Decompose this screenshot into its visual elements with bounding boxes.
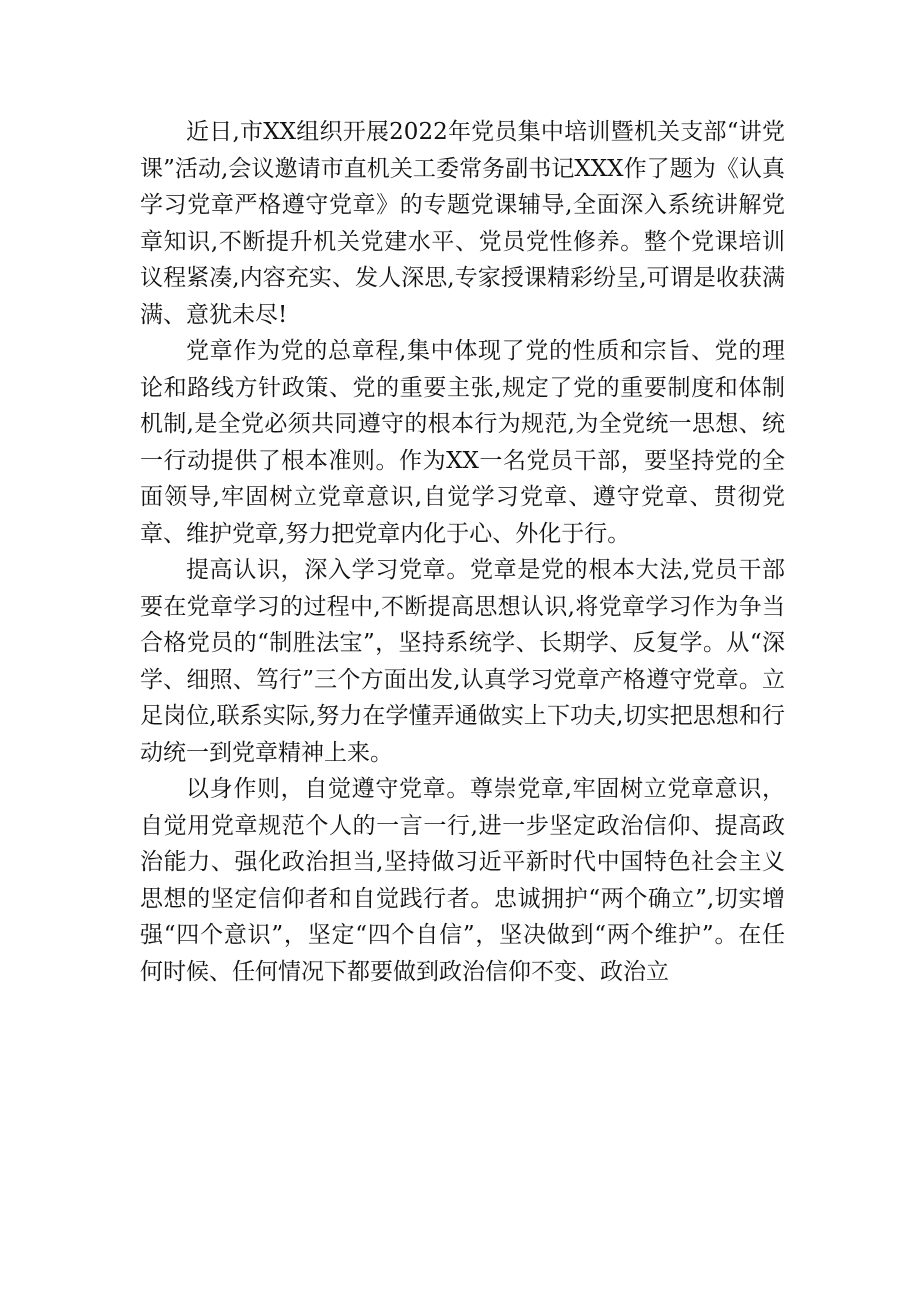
- document-body: [140, 114, 785, 990]
- paragraph-comply: 以身作则，自觉遵守党章。尊崇党章,牢固树立党章意识，自觉用党章规范个人的一言一行,进一步坚定政治信仰、提高政治能力、强化政治担当,坚持做习近平新时代中国特色社会主义思想的坚定信仰者和自觉践行者。忠诚拥护“两个确立”,切实增强“四个意识”，坚定“四个自信”，坚决做到“两个维护”。在任何时候、任何情况下都要做到政治信仰不变、政治立: [140, 776, 785, 985]
- paragraph-intro: 近日,市XX组织开展2022年党员集中培训暨机关支部“讲党课”活动,会议邀请市直机关工委常务副书记XXX作了题为《认真学习党章严格遵守党章》的专题党课辅导,全面深入系统讲解党章知识,不断提升机关党建水平、党员党性修养。整个党课培训议程紧凑,内容充实、发人深思,专家授课精彩纷呈,可谓是收获满满、意犹未尽!: [140, 119, 785, 328]
- paragraph-party-constitution: 党章作为党的总章程,集中体现了党的性质和宗旨、党的理论和路线方针政策、党的重要主张,规定了党的重要制度和体制机制,是全党必须共同遵守的根本行为规范,为全党统一思想、统一行动提供了根本准则。作为XX一名党员干部，要坚持党的全面领导,牢固树立党章意识,自觉学习党章、遵守党章、贯彻党章、维护党章,努力把党章内化于心、外化于行。: [140, 338, 785, 547]
- paragraph-study: 提高认识，深入学习党章。党章是党的根本大法,党员干部要在党章学习的过程中,不断提高思想认识,将党章学习作为争当合格党员的“制胜法宝”，坚持系统学、长期学、反复学。从“深学、细照、笃行”三个方面出发,认真学习党章产格遵守党章。立足岗位,联系实际,努力在学懂弄通做实上下功夫,切实把思想和行动统一到党章精神上来。: [140, 557, 785, 766]
